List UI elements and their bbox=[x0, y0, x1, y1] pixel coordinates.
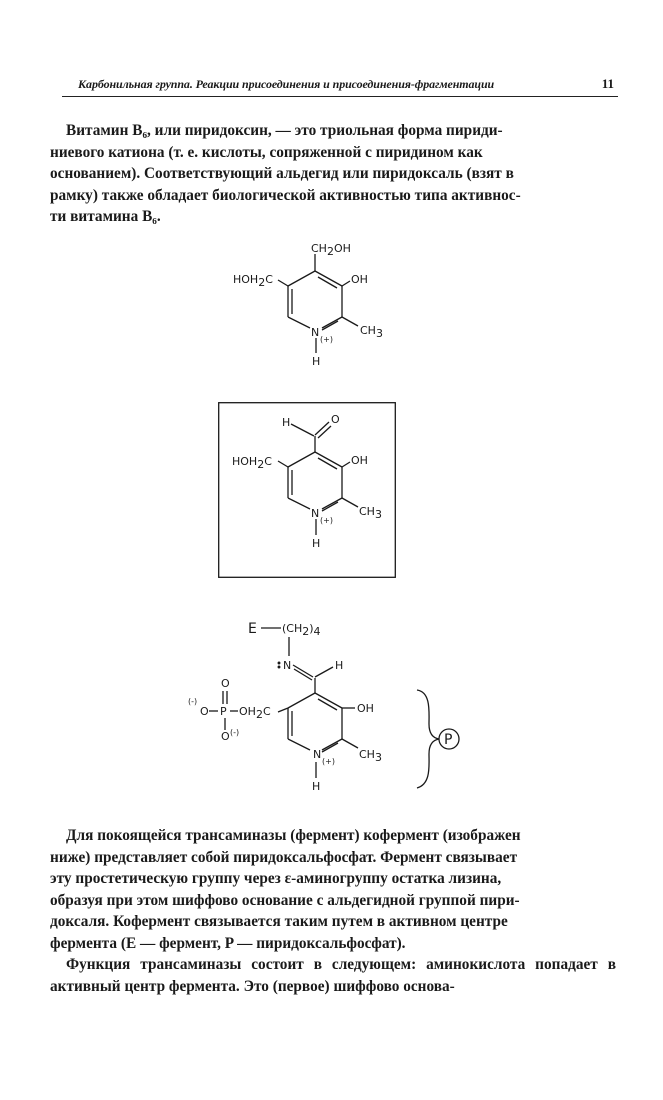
ring-bond bbox=[322, 739, 342, 750]
label-neg-left: (-) bbox=[188, 697, 198, 706]
label-schiff-n: N bbox=[283, 659, 292, 672]
label-n: N bbox=[311, 326, 320, 339]
label-charge: (+) bbox=[320, 516, 333, 525]
label-oh: OH bbox=[351, 273, 368, 286]
label-o-top: O bbox=[221, 677, 230, 690]
label-charge: (+) bbox=[322, 757, 335, 766]
bond-ch3 bbox=[342, 317, 358, 326]
bond-oh bbox=[342, 281, 350, 286]
label-p: P bbox=[220, 705, 227, 718]
ring-bond bbox=[322, 317, 342, 328]
label-enzyme: E bbox=[248, 621, 257, 637]
label-h: H bbox=[312, 355, 321, 368]
ring-bond-double bbox=[322, 743, 338, 752]
label-hoh2c: HOH2C bbox=[232, 455, 272, 471]
label-o-bottom: O bbox=[221, 730, 230, 743]
ring-bond bbox=[288, 739, 310, 750]
label-ch3: CH3 bbox=[359, 505, 382, 521]
label-ch3: CH3 bbox=[360, 324, 383, 340]
label-charge: (+) bbox=[320, 335, 333, 344]
ring-bond bbox=[288, 693, 315, 708]
plp-enzyme-structure bbox=[185, 612, 475, 800]
lone-pair-dot bbox=[278, 662, 280, 664]
bond-hoh2c bbox=[278, 280, 288, 286]
bond-oh bbox=[342, 462, 350, 467]
bond-c-o bbox=[315, 422, 329, 435]
ring-bond bbox=[322, 498, 342, 509]
label-neg-bottom: (-) bbox=[230, 728, 240, 737]
bond-ch2-ring bbox=[278, 708, 288, 712]
lone-pair-dot bbox=[278, 666, 280, 668]
right-brace bbox=[417, 690, 439, 788]
bond-c-h bbox=[315, 667, 333, 677]
bond-ch3 bbox=[342, 498, 358, 507]
highlight-box bbox=[219, 403, 396, 578]
label-n: N bbox=[313, 748, 322, 761]
label-ch2oh: CH2OH bbox=[311, 242, 351, 258]
label-h-ald: H bbox=[282, 416, 291, 429]
bond-h-c bbox=[291, 424, 314, 436]
bond-hoh2c bbox=[278, 461, 288, 467]
pyridoxal-structure-boxed bbox=[218, 402, 396, 578]
label-n: N bbox=[311, 507, 320, 520]
running-title: Карбонильная группа. Реакции присоединения и присоединения-фрагментации bbox=[78, 77, 495, 91]
label-o-left: O bbox=[200, 705, 209, 718]
label-circled-p: P bbox=[444, 732, 453, 748]
ring-bond-double bbox=[322, 321, 338, 330]
bond-ch3 bbox=[342, 739, 358, 748]
ring-bond bbox=[288, 271, 315, 286]
running-header bbox=[62, 74, 618, 97]
ring-bond bbox=[288, 317, 310, 328]
paragraph-function: Функция трансаминазы состоит в следующем: аминокислота попадает в активный центр фермента. Это (первое) шиффово основа- bbox=[50, 956, 616, 995]
paragraph-vitamin-b6: Витамин B₆, или пиридоксин, — это триольная форма пириди- ниевого катиона (т. е. кислоты, сопряженной с пиридином как основанием). Соответствующий альдегид или пиридоксаль (взят в рамку) также обладает биологической активностью типа активнос- ти витамина B₆. bbox=[50, 122, 521, 226]
bond-c-o-double bbox=[318, 426, 331, 438]
label-och2: OH2C bbox=[239, 705, 271, 721]
paragraph-transaminase: Для покоящейся трансаминазы (фермент) кофермент (изображен ниже) представляет собой пиридоксальфосфат. Фермент связывает эту простетическую группу через ε-аминогруппу остатка лизина, образуя при этом шиффово основание с альдегидной группой пири- доксаля. Кофермент связывается таким путем в активном центре фермента (E — фермент, P — пиридоксальфосфат). bbox=[50, 827, 521, 952]
label-schiff-h: H bbox=[335, 659, 344, 672]
label-oh: OH bbox=[357, 702, 374, 715]
pyridoxine-structure bbox=[230, 238, 400, 373]
page-number: 11 bbox=[601, 76, 614, 91]
label-ch3: CH3 bbox=[359, 748, 382, 764]
ring-bond bbox=[288, 452, 315, 467]
label-o-ald: O bbox=[331, 413, 340, 426]
label-oh: OH bbox=[351, 454, 368, 467]
label-h: H bbox=[312, 780, 321, 793]
ring-bond bbox=[288, 498, 310, 509]
label-h: H bbox=[312, 537, 321, 550]
label-hoh2c: HOH2C bbox=[233, 273, 273, 289]
label-ch2-4: (CH2)4 bbox=[282, 622, 321, 638]
ring-bond-double bbox=[322, 502, 338, 511]
